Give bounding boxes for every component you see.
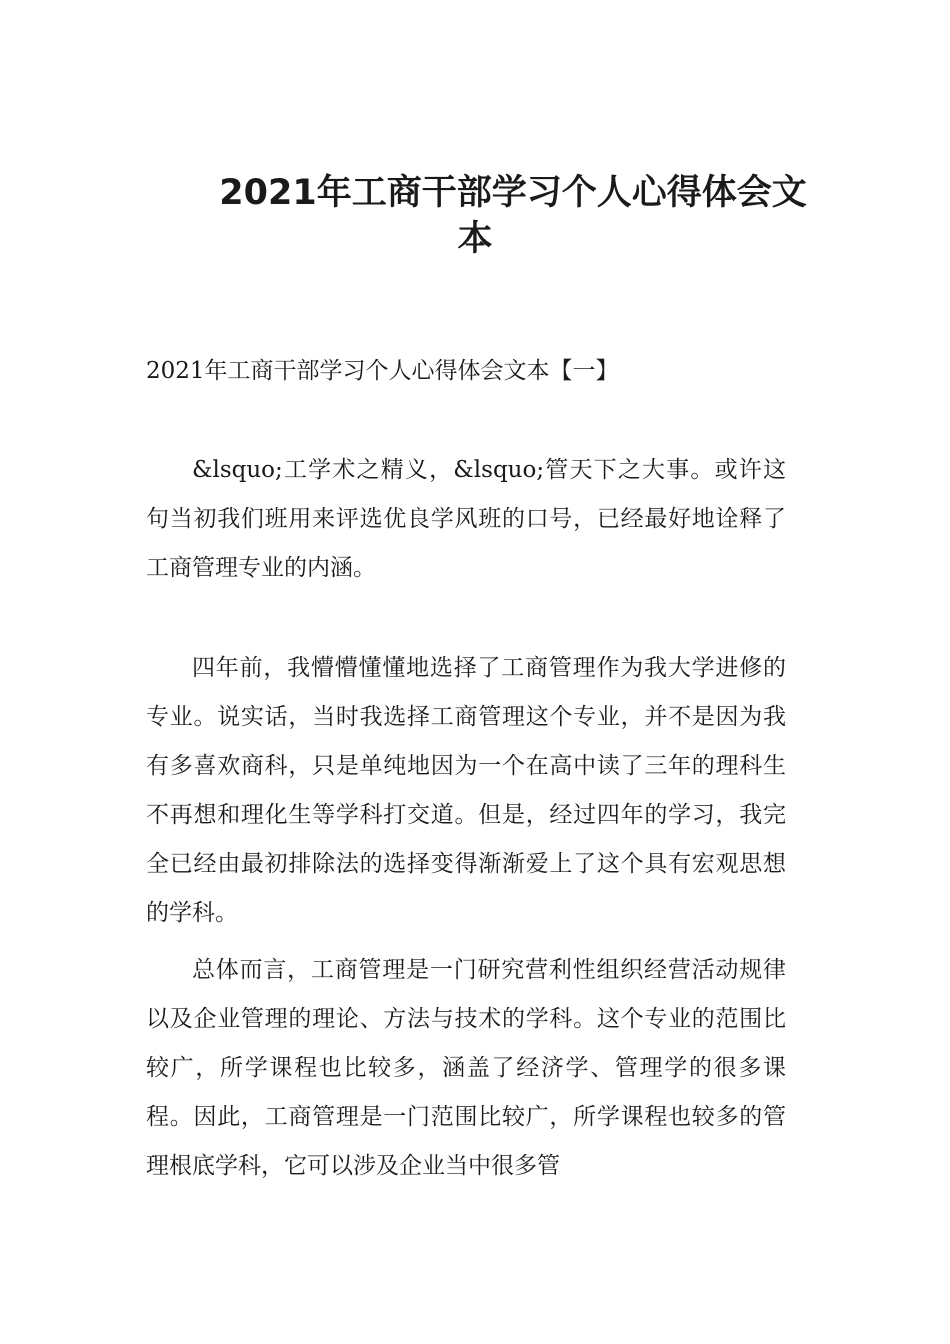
- document-title-line-1: 2021年工商干部学习个人心得体会文: [219, 173, 807, 213]
- body-paragraph-1: &lsquo;工学术之精义，&lsquo;管天下之大事。或许这句当初我们班用来评选优良学风班的口号，已经最好地诠释了工商管理专业的内涵。: [146, 457, 786, 581]
- body-paragraph-3: 总体而言，工商管理是一门研究营利性组织经营活动规律以及企业管理的理论、方法与技术的学科。这个专业的范围比较广，所学课程也比较多，涵盖了经济学、管理学的很多课程。因此，工商管理是一门范围比较广，所学课程也较多的管理根底学科，它可以涉及企业当中很多管: [146, 957, 786, 1179]
- document-title-line-2: 本: [457, 219, 493, 259]
- document-title: [0, 170, 950, 262]
- section-subheading: 2021年工商干部学习个人心得体会文本【一】: [146, 358, 619, 384]
- body-paragraph-2: 四年前，我懵懵懂懂地选择了工商管理作为我大学进修的专业。说实话，当时我选择工商管理这个专业，并不是因为我有多喜欢商科，只是单纯地因为一个在高中读了三年的理科生不再想和理化生等学科打交道。但是，经过四年的学习，我完全已经由最初排除法的选择变得渐渐爱上了这个具有宏观思想的学科。: [146, 655, 786, 926]
